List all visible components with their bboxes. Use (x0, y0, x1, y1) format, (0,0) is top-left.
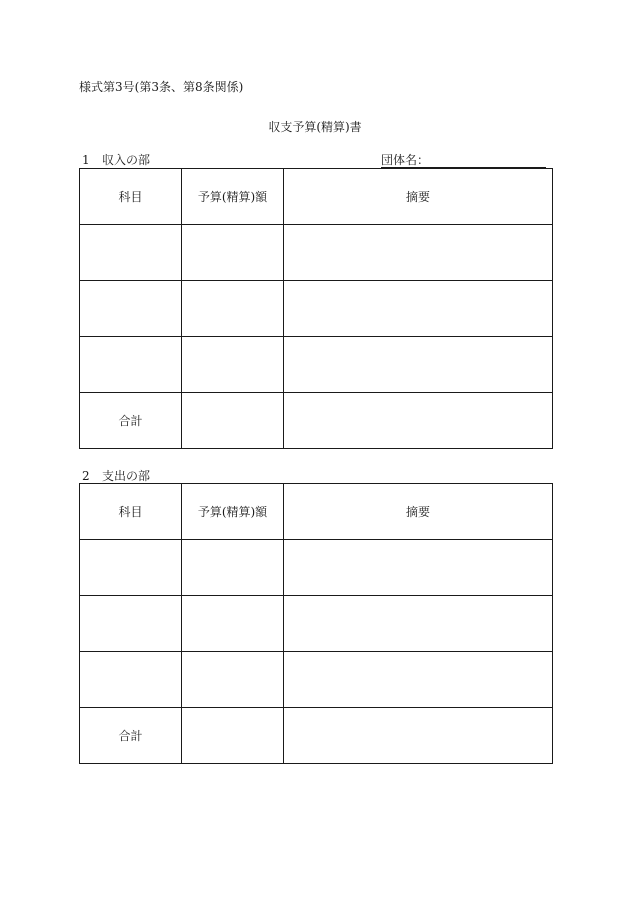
expense-total-note-cell[interactable] (284, 708, 553, 764)
income-section-number: 1 (82, 153, 90, 167)
expense-amount-cell[interactable] (182, 540, 284, 596)
expense-total-amount-cell[interactable] (182, 708, 284, 764)
income-section-heading (82, 152, 150, 168)
expense-section-heading (82, 468, 150, 484)
expense-item-cell[interactable] (80, 596, 182, 652)
expense-header-item: 科目 (80, 484, 182, 540)
table-row (80, 225, 553, 281)
form-number-label: 様式第3号(第3条、第8条関係) (79, 80, 244, 94)
income-amount-cell[interactable] (182, 281, 284, 337)
income-item-cell[interactable] (80, 225, 182, 281)
income-header-note: 摘要 (284, 169, 553, 225)
expense-header-amount: 予算(精算)額 (182, 484, 284, 540)
expense-item-cell[interactable] (80, 652, 182, 708)
income-total-note-cell[interactable] (284, 393, 553, 449)
income-note-cell[interactable] (284, 337, 553, 393)
expense-total-label: 合計 (80, 708, 182, 764)
expense-amount-cell[interactable] (182, 596, 284, 652)
expense-amount-cell[interactable] (182, 652, 284, 708)
income-header-row (80, 169, 553, 225)
document-title: 収支予算(精算)書 (268, 120, 362, 134)
organization-name-field[interactable] (381, 152, 546, 168)
table-row (80, 281, 553, 337)
income-section-title: 収入の部 (102, 153, 151, 167)
income-total-label: 合計 (80, 393, 182, 449)
expense-header-row (80, 484, 553, 540)
income-note-cell[interactable] (284, 225, 553, 281)
income-header-amount: 予算(精算)額 (182, 169, 284, 225)
expense-table (79, 483, 553, 764)
income-table (79, 168, 553, 449)
expense-header-note: 摘要 (284, 484, 553, 540)
expense-note-cell[interactable] (284, 540, 553, 596)
income-total-row (80, 393, 553, 449)
income-total-amount-cell[interactable] (182, 393, 284, 449)
expense-item-cell[interactable] (80, 540, 182, 596)
expense-total-row (80, 708, 553, 764)
income-amount-cell[interactable] (182, 225, 284, 281)
table-row (80, 652, 553, 708)
expense-note-cell[interactable] (284, 652, 553, 708)
income-item-cell[interactable] (80, 337, 182, 393)
expense-section-number: 2 (82, 469, 90, 483)
expense-note-cell[interactable] (284, 596, 553, 652)
income-item-cell[interactable] (80, 281, 182, 337)
table-row (80, 540, 553, 596)
income-amount-cell[interactable] (182, 337, 284, 393)
table-row (80, 337, 553, 393)
table-row (80, 596, 553, 652)
income-header-item: 科目 (80, 169, 182, 225)
organization-name-label: 団体名： (381, 153, 430, 167)
expense-section-title: 支出の部 (102, 469, 151, 483)
income-note-cell[interactable] (284, 281, 553, 337)
